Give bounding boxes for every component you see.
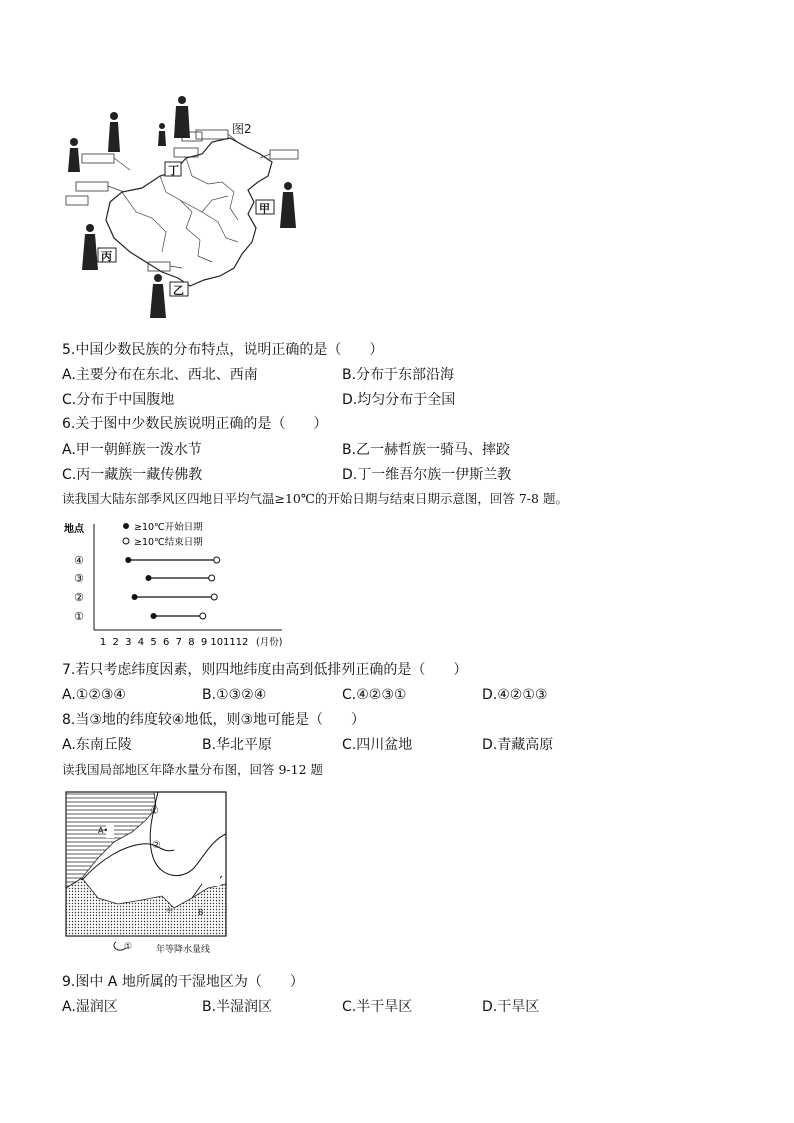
legend-isoline-number: ① <box>124 942 133 952</box>
start-date-point <box>125 557 131 563</box>
region-label-jia: 甲 <box>259 202 270 215</box>
question-8-option-b: B.华北平原 <box>202 737 273 753</box>
end-date-point <box>200 613 206 619</box>
isoline-label-2: ② <box>152 840 161 851</box>
legend-isoline-label: 年等降水量线 <box>156 945 211 955</box>
question-8-option-c: C.四川盆地 <box>342 737 413 753</box>
location-label: ③ <box>74 572 84 585</box>
question-6-option-b: B.乙一赫哲族一骑马、摔跤 <box>342 442 511 458</box>
temperature-chart-svg <box>62 516 292 652</box>
end-date-point <box>211 594 217 600</box>
start-date-point <box>151 613 157 619</box>
start-date-point <box>132 594 138 600</box>
x-tick-label: 4 <box>137 637 145 648</box>
question-9-option-c: C.半干旱区 <box>342 999 413 1015</box>
end-date-point <box>209 575 215 581</box>
question-7-stem: 7.若只考虑纬度因素，则四地纬度由高到低排列正确的是（ ） <box>62 662 468 678</box>
legend-start-label: ≥10℃开始日期 <box>134 522 203 533</box>
question-8-option-d: D.青藏高原 <box>482 737 554 753</box>
location-label: ② <box>74 591 84 604</box>
question-8-stem: 8.当③地的纬度较④地低，则③地可能是（ ） <box>62 712 366 728</box>
x-tick-label: 3 <box>125 637 132 648</box>
question-9-option-d: D.干旱区 <box>482 999 540 1015</box>
question-9-option-b: B.半湿润区 <box>202 999 273 1015</box>
legend-end-label: ≥10℃结束日期 <box>134 537 203 548</box>
ethnic-map <box>62 92 312 324</box>
x-tick-label: 11 <box>222 637 236 648</box>
temperature-chart <box>62 516 292 652</box>
x-tick-label: 5 <box>150 637 157 648</box>
question-6-option-a: A.甲一朝鲜族一泼水节 <box>62 442 202 458</box>
x-tick-label: 1 <box>99 637 107 648</box>
precipitation-map <box>62 788 232 956</box>
question-7-option-c: C.④②③① <box>342 687 407 703</box>
question-6-stem: 6.关于图中少数民族说明正确的是（ ） <box>62 416 328 432</box>
x-tick-label: 7 <box>175 637 183 648</box>
question-5-option-c: C.分布于中国腹地 <box>62 392 175 408</box>
region-label-ding: 丁 <box>168 164 179 177</box>
y-axis-label: 地点 <box>64 524 84 535</box>
region-label-yi: 乙 <box>173 284 184 297</box>
isoline-label-1: ① <box>150 806 159 817</box>
question-6-option-c: C.丙一藏族一藏传佛教 <box>62 467 203 483</box>
x-tick-label: 2 <box>112 637 119 648</box>
instruction-9-12: 读我国局部地区年降水量分布图，回答 9-12 题 <box>62 762 324 777</box>
question-9-option-a: A.湿润区 <box>62 999 118 1015</box>
x-tick-label: 10 <box>210 637 224 648</box>
location-label: ① <box>74 610 84 623</box>
x-tick-label: 8 <box>188 637 195 648</box>
question-7-option-b: B.①③②④ <box>202 687 267 703</box>
figure-label: 图2 <box>232 122 252 136</box>
question-9-stem: 9.图中 A 地所属的干湿地区为（ ） <box>62 974 304 990</box>
question-5-option-d: D.均匀分布于全国 <box>342 392 456 408</box>
question-8-option-a: A.东南丘陵 <box>62 737 132 753</box>
question-6-option-d: D.丁一维吾尔族一伊斯兰教 <box>342 467 512 483</box>
precipitation-map-figure <box>62 788 232 956</box>
question-5-option-b: B.分布于东部沿海 <box>342 367 455 383</box>
question-7-option-d: D.④②①③ <box>482 687 548 703</box>
x-tick-label: 6 <box>162 637 170 648</box>
question-5-stem: 5.中国少数民族的分布特点，说明正确的是（ ） <box>62 342 384 358</box>
map-label-a: A• <box>98 826 109 835</box>
end-date-point <box>214 557 220 563</box>
x-tick-label: 12 <box>235 637 249 648</box>
legend-end-marker <box>123 538 129 544</box>
question-5-option-a: A.主要分布在东北、西北、西南 <box>62 367 258 383</box>
map-label-b: B <box>198 908 204 917</box>
location-label: ④ <box>74 554 84 567</box>
legend-start-marker <box>123 523 129 529</box>
start-date-point <box>145 575 151 581</box>
instruction-7-8: 读我国大陆东部季风区四地日平均气温≥10℃的开始日期与结束日期示意图，回答 7-8 题。 <box>62 491 568 506</box>
map-label-zhong: 中 <box>166 907 173 915</box>
x-axis-label: (月份) <box>256 637 283 648</box>
x-tick-label: 9 <box>200 637 208 648</box>
question-7-option-a: A.①②③④ <box>62 687 126 703</box>
region-label-bing: 丙 <box>101 250 112 263</box>
ethnic-map-figure <box>62 92 312 324</box>
